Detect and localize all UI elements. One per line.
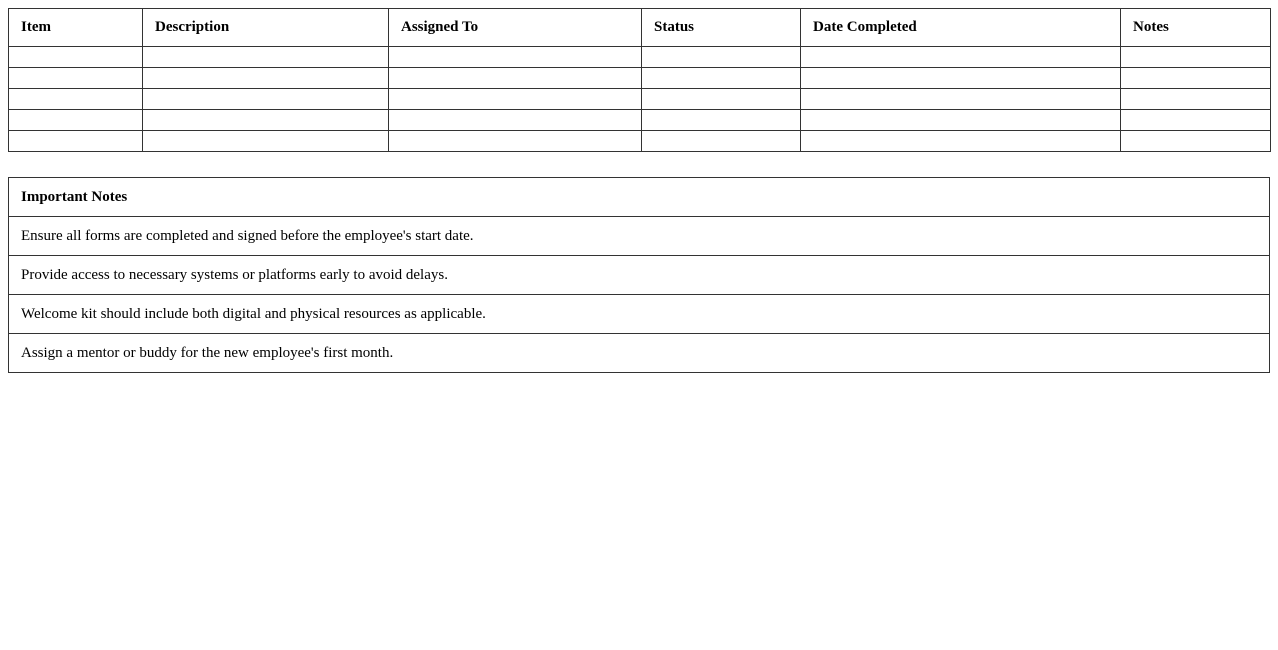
table-cell: [1121, 110, 1271, 131]
table-cell: [801, 89, 1121, 110]
table-cell: [801, 131, 1121, 152]
table-row: [9, 131, 1271, 152]
table-cell: [801, 110, 1121, 131]
table-cell: [9, 131, 143, 152]
table-cell: [642, 89, 801, 110]
table-row: [9, 110, 1271, 131]
table-cell: [642, 68, 801, 89]
table-cell: [642, 131, 801, 152]
note-text: Assign a mentor or buddy for the new employee's first month.: [9, 334, 1270, 373]
important-notes-table: [8, 177, 1270, 373]
table-cell: [1121, 47, 1271, 68]
note-row: [9, 256, 1270, 295]
table-cell: [389, 131, 642, 152]
note-row: [9, 295, 1270, 334]
table-cell: [143, 131, 389, 152]
important-notes-header-row: [9, 178, 1270, 217]
table-cell: [389, 47, 642, 68]
column-header-status: Status: [642, 9, 801, 47]
checklist-header-row: [9, 9, 1271, 47]
note-row: [9, 217, 1270, 256]
table-cell: [642, 110, 801, 131]
table-cell: [389, 68, 642, 89]
note-text: Provide access to necessary systems or platforms early to avoid delays.: [9, 256, 1270, 295]
table-cell: [801, 68, 1121, 89]
table-cell: [143, 68, 389, 89]
table-cell: [143, 110, 389, 131]
table-cell: [642, 47, 801, 68]
table-cell: [1121, 68, 1271, 89]
table-cell: [9, 68, 143, 89]
note-text: Welcome kit should include both digital and physical resources as applicable.: [9, 295, 1270, 334]
column-header-notes: Notes: [1121, 9, 1271, 47]
table-cell: [143, 89, 389, 110]
table-cell: [1121, 131, 1271, 152]
column-header-description: Description: [143, 9, 389, 47]
table-cell: [1121, 89, 1271, 110]
table-cell: [801, 47, 1121, 68]
checklist-table: [8, 8, 1271, 152]
table-cell: [9, 47, 143, 68]
important-notes-heading: Important Notes: [9, 178, 1270, 217]
table-cell: [143, 47, 389, 68]
table-cell: [9, 89, 143, 110]
table-cell: [9, 110, 143, 131]
column-header-item: Item: [9, 9, 143, 47]
table-row: [9, 68, 1271, 89]
table-cell: [389, 89, 642, 110]
table-row: [9, 89, 1271, 110]
table-row: [9, 47, 1271, 68]
column-header-assigned-to: Assigned To: [389, 9, 642, 47]
note-text: Ensure all forms are completed and signed before the employee's start date.: [9, 217, 1270, 256]
table-cell: [389, 110, 642, 131]
note-row: [9, 334, 1270, 373]
column-header-date-completed: Date Completed: [801, 9, 1121, 47]
